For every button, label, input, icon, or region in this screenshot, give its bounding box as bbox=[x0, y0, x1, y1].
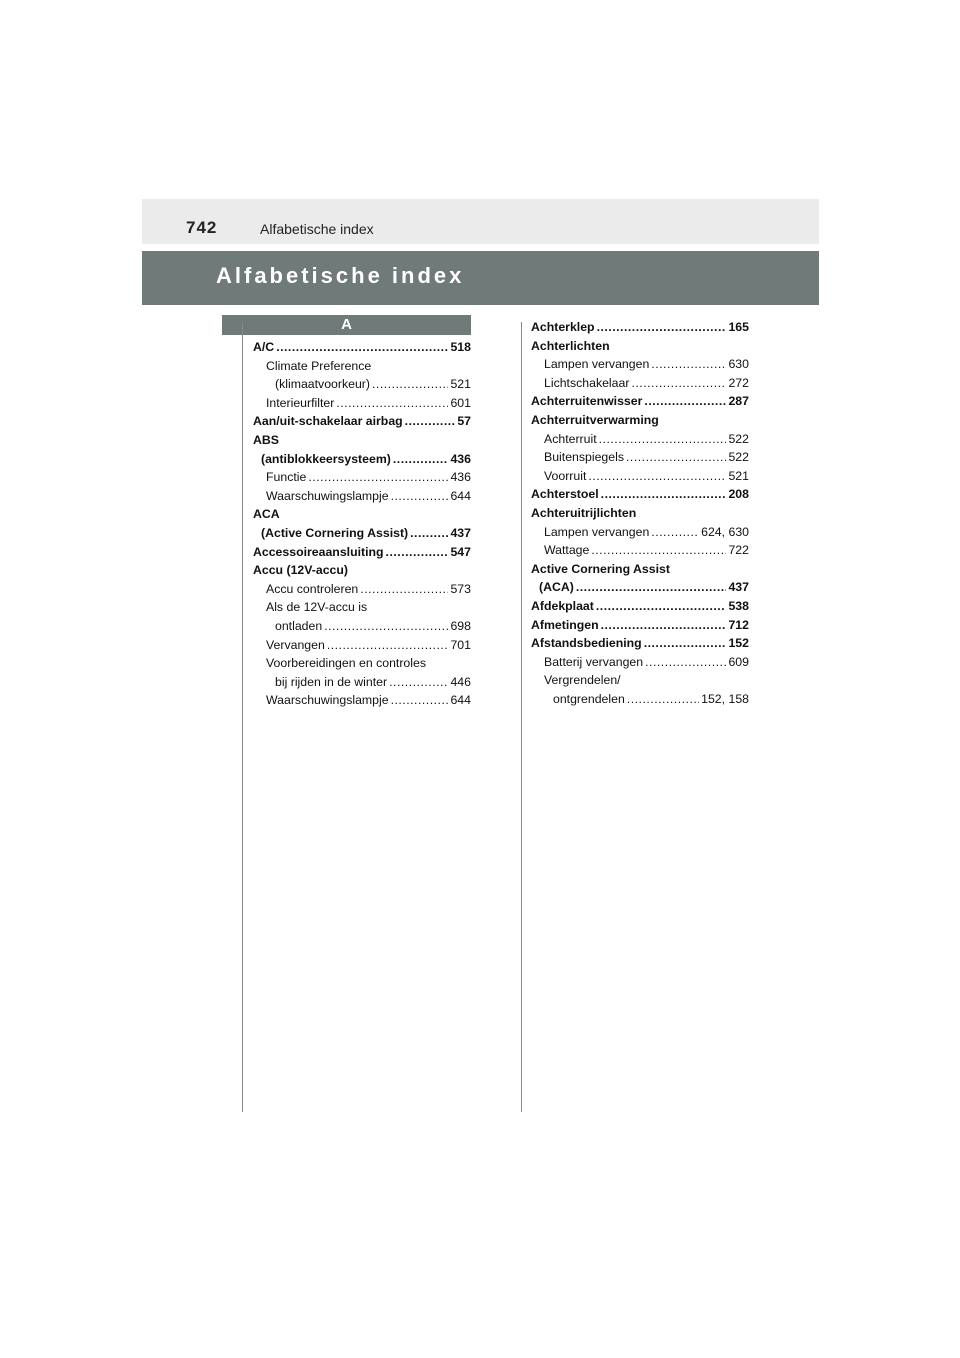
index-entry bbox=[253, 691, 471, 710]
dot-leader bbox=[576, 578, 727, 597]
index-entry bbox=[253, 598, 471, 617]
index-entry-page[interactable]: 547 bbox=[450, 544, 471, 559]
index-entry-text: Vervangen bbox=[266, 637, 325, 652]
index-entry-page[interactable]: 208 bbox=[728, 487, 749, 502]
index-entry bbox=[253, 580, 471, 599]
index-entry bbox=[531, 467, 749, 486]
index-entry bbox=[253, 450, 471, 469]
index-entry-page[interactable]: 165 bbox=[728, 320, 749, 334]
index-entry-text: Accu (12V-accu) bbox=[253, 563, 349, 578]
column-divider-right bbox=[521, 322, 522, 1112]
index-entry bbox=[253, 357, 471, 376]
dot-leader bbox=[627, 690, 699, 709]
index-entry-page[interactable]: 446 bbox=[450, 674, 471, 689]
page-header bbox=[142, 199, 819, 244]
index-entry-text: Accu controleren bbox=[266, 581, 359, 596]
dot-leader bbox=[601, 485, 727, 504]
dot-leader bbox=[389, 673, 448, 692]
index-entry bbox=[253, 543, 471, 562]
dot-leader bbox=[360, 580, 448, 599]
dot-leader bbox=[626, 448, 726, 467]
index-entry bbox=[253, 338, 471, 357]
index-entry-page[interactable]: 436 bbox=[450, 470, 471, 485]
index-entry-page[interactable]: 644 bbox=[450, 488, 471, 503]
dot-leader bbox=[644, 392, 726, 411]
index-entry-page[interactable]: 287 bbox=[728, 394, 749, 409]
index-entry-text: Achteruitrijlichten bbox=[531, 505, 637, 520]
index-entry-text: Achterruit bbox=[544, 431, 597, 446]
index-entry bbox=[253, 431, 471, 450]
index-entry-page[interactable]: 609 bbox=[728, 654, 749, 669]
index-entry bbox=[253, 468, 471, 487]
index-entry-page[interactable]: 437 bbox=[450, 525, 471, 540]
index-entry-page[interactable]: 272 bbox=[728, 375, 749, 390]
index-entry-text: Lampen vervangen bbox=[544, 524, 650, 539]
index-entry-text: Voorruit bbox=[544, 468, 587, 483]
index-entry-text: Active Cornering Assist bbox=[531, 561, 670, 576]
index-entry-page[interactable]: 152 bbox=[728, 636, 749, 651]
index-entry bbox=[253, 375, 471, 394]
dot-leader bbox=[386, 543, 449, 562]
index-entry-page[interactable]: 152, 158 bbox=[701, 691, 749, 706]
dot-leader bbox=[651, 523, 699, 542]
index-entry bbox=[531, 411, 749, 430]
index-entry-text: ACA bbox=[253, 507, 280, 522]
index-column-right bbox=[531, 318, 749, 708]
index-entry bbox=[531, 560, 749, 579]
dot-leader bbox=[372, 375, 448, 394]
index-entry-text: (ACA) bbox=[539, 580, 574, 595]
index-entry bbox=[253, 505, 471, 524]
dot-leader bbox=[393, 450, 449, 469]
index-entry-text: (klimaatvoorkeur) bbox=[275, 377, 370, 392]
dot-leader bbox=[276, 338, 448, 357]
dot-leader bbox=[324, 617, 448, 636]
index-entry-text: (antiblokkeersysteem) bbox=[261, 451, 391, 466]
index-entry-page[interactable]: 722 bbox=[728, 543, 749, 558]
index-entry bbox=[253, 524, 471, 543]
index-entry bbox=[531, 504, 749, 523]
index-entry-page[interactable]: 712 bbox=[728, 617, 749, 632]
index-entry bbox=[531, 337, 749, 356]
index-entry bbox=[253, 673, 471, 692]
index-entry-text: Lichtschakelaar bbox=[544, 375, 630, 390]
index-entry-text: Wattage bbox=[544, 543, 590, 558]
index-entry bbox=[253, 412, 471, 431]
index-entry-text: Achterklep bbox=[531, 320, 595, 334]
dot-leader bbox=[651, 355, 726, 374]
index-entry bbox=[531, 690, 749, 709]
index-entry bbox=[531, 634, 749, 653]
page-title: Alfabetische index bbox=[216, 263, 465, 288]
index-entry-text: bij rijden in de winter bbox=[275, 674, 388, 689]
index-entry-page[interactable]: 522 bbox=[728, 450, 749, 465]
index-entry-text: Accessoireaansluiting bbox=[253, 544, 384, 559]
index-entry-page[interactable]: 573 bbox=[450, 581, 471, 596]
index-entry-page[interactable]: 601 bbox=[450, 395, 471, 410]
index-entry-text: Als de 12V-accu is bbox=[266, 600, 368, 615]
index-entry-page[interactable]: 644 bbox=[450, 693, 471, 708]
dot-leader bbox=[631, 374, 726, 393]
index-entry-text: ontgrendelen bbox=[553, 691, 625, 706]
index-entry-page[interactable]: 521 bbox=[728, 468, 749, 483]
index-entry bbox=[531, 355, 749, 374]
index-entry-text: Lampen vervangen bbox=[544, 357, 650, 372]
index-entry-text: ABS bbox=[253, 432, 279, 447]
index-entry bbox=[531, 392, 749, 411]
index-entry-text: Buitenspiegels bbox=[544, 450, 624, 465]
index-entry bbox=[531, 485, 749, 504]
title-banner bbox=[142, 251, 819, 305]
index-entry-text: Afstandsbediening bbox=[531, 636, 642, 651]
running-header-title: Alfabetische index bbox=[260, 221, 374, 237]
column-divider-left bbox=[242, 322, 243, 1112]
index-entry-page[interactable]: 701 bbox=[450, 637, 471, 652]
index-entry bbox=[253, 394, 471, 413]
index-entry-text: (Active Cornering Assist) bbox=[261, 525, 409, 540]
dot-leader bbox=[599, 430, 727, 449]
index-entry bbox=[531, 374, 749, 393]
page-number: 742 bbox=[186, 218, 218, 237]
index-entry bbox=[531, 541, 749, 560]
index-entry-text: Aan/uit-schakelaar airbag bbox=[253, 414, 403, 429]
index-entry-page[interactable]: 437 bbox=[728, 580, 749, 595]
index-entry bbox=[253, 617, 471, 636]
index-entry bbox=[531, 523, 749, 542]
dot-leader bbox=[391, 691, 449, 710]
index-entry bbox=[531, 578, 749, 597]
index-entry bbox=[531, 653, 749, 672]
dot-leader bbox=[405, 412, 456, 431]
index-entry-text: A/C bbox=[253, 340, 275, 354]
index-entry-page[interactable]: 436 bbox=[450, 451, 471, 466]
index-entry-text: Climate Preference bbox=[266, 358, 372, 373]
index-entry-text: Achterruitenwisser bbox=[531, 394, 643, 409]
index-entry-text: Batterij vervangen bbox=[544, 654, 644, 669]
index-entry-page[interactable]: 538 bbox=[728, 598, 749, 613]
index-entry-text: ontladen bbox=[275, 618, 323, 633]
index-entry-text: Waarschuwingslampje bbox=[266, 693, 389, 708]
index-entry bbox=[531, 616, 749, 635]
index-entry-text: Waarschuwingslampje bbox=[266, 488, 389, 503]
index-entry-text: Afdekplaat bbox=[531, 598, 594, 613]
index-entry-page[interactable]: 630 bbox=[728, 357, 749, 372]
index-entry bbox=[531, 671, 749, 690]
dot-leader bbox=[327, 636, 449, 655]
index-entry bbox=[253, 636, 471, 655]
index-entry bbox=[531, 430, 749, 449]
index-entry-page[interactable]: 518 bbox=[450, 340, 471, 354]
index-entry-page[interactable]: 521 bbox=[450, 377, 471, 392]
dot-leader bbox=[308, 468, 448, 487]
index-entry-text: Afmetingen bbox=[531, 617, 599, 632]
index-entry bbox=[253, 654, 471, 673]
dot-leader bbox=[336, 394, 448, 413]
index-entry-text: Vergrendelen/ bbox=[544, 673, 621, 688]
index-entry bbox=[253, 561, 471, 580]
index-entry bbox=[531, 318, 749, 337]
index-entry bbox=[253, 487, 471, 506]
index-entry-text: Voorbereidingen en controles bbox=[266, 656, 426, 671]
letter-section-tab: A bbox=[222, 315, 471, 335]
dot-leader bbox=[597, 318, 727, 337]
index-entry bbox=[531, 597, 749, 616]
index-entry-text: Interieurfilter bbox=[266, 395, 335, 410]
index-entry-page[interactable]: 522 bbox=[728, 431, 749, 446]
index-entry-text: Achterlichten bbox=[531, 338, 610, 353]
dot-leader bbox=[596, 597, 727, 616]
index-column-left bbox=[253, 338, 471, 710]
index-entry-page[interactable]: 624, 630 bbox=[701, 524, 749, 539]
dot-leader bbox=[391, 487, 449, 506]
dot-leader bbox=[588, 467, 726, 486]
index-entry-page[interactable]: 698 bbox=[450, 618, 471, 633]
index-entry-page[interactable]: 57 bbox=[457, 414, 471, 429]
index-entry-text: Functie bbox=[266, 470, 307, 485]
dot-leader bbox=[601, 616, 727, 635]
dot-leader bbox=[645, 653, 726, 672]
dot-leader bbox=[591, 541, 726, 560]
index-entry-text: Achterstoel bbox=[531, 487, 599, 502]
dot-leader bbox=[410, 524, 448, 543]
index-entry bbox=[531, 448, 749, 467]
index-entry-text: Achterruitverwarming bbox=[531, 412, 659, 427]
dot-leader bbox=[644, 634, 727, 653]
